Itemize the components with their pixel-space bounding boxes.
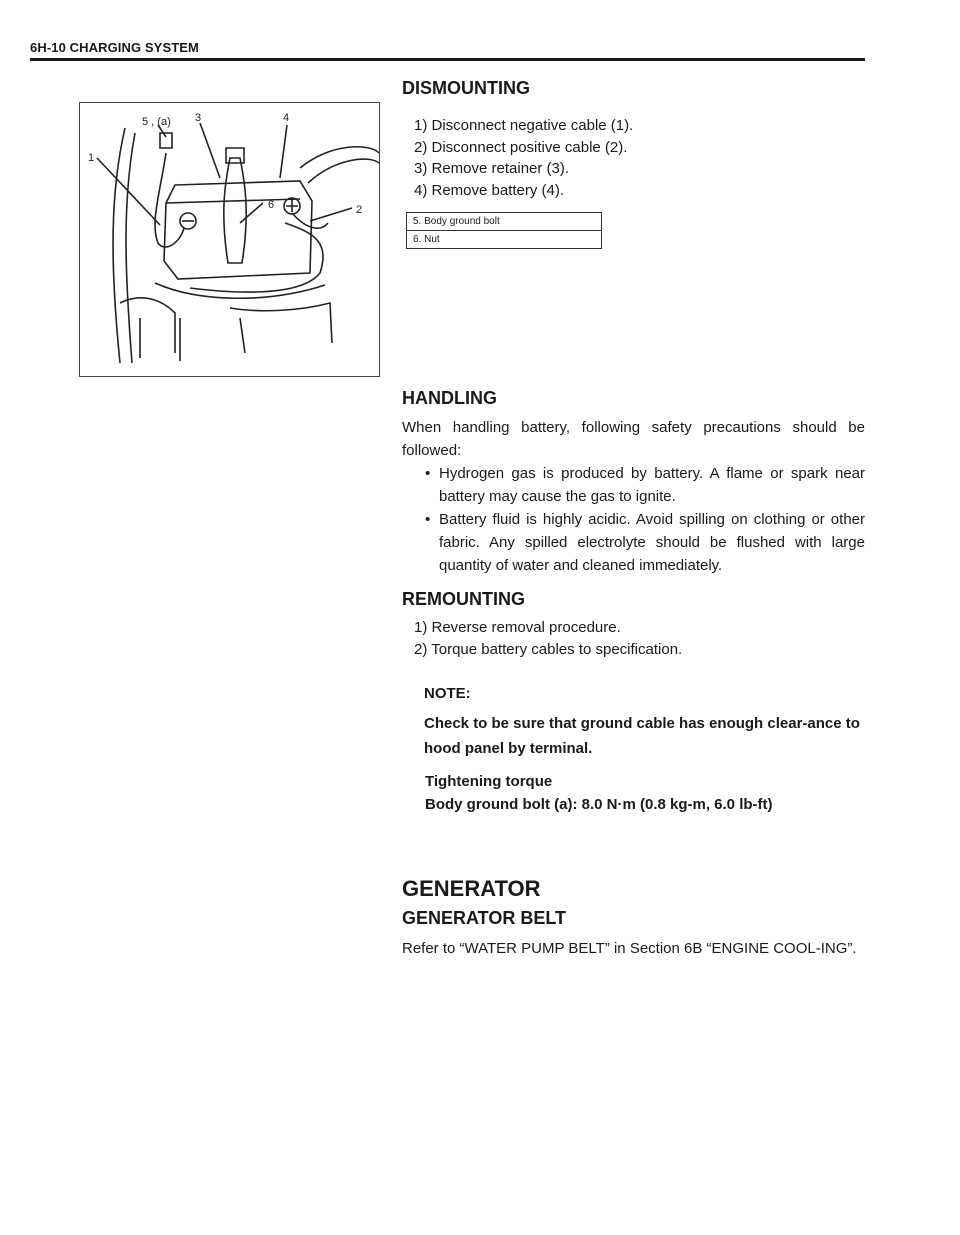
generator-heading: GENERATOR [402, 876, 541, 901]
legend-table [406, 212, 602, 249]
dismounting-step: 2) Disconnect positive cable (2). [414, 138, 628, 156]
bullet-icon: • [425, 511, 431, 528]
handling-intro: When handling battery, following safety precautions should be followed: [402, 419, 865, 459]
generator-belt-heading: GENERATOR BELT [402, 908, 567, 928]
legend-cell: 6. Nut [407, 231, 602, 249]
handling-heading: HANDLING [402, 388, 497, 408]
note-box [424, 682, 864, 761]
bullet-item [425, 462, 865, 508]
header-rule [30, 58, 865, 61]
callout-3: 3 [195, 112, 202, 124]
dismounting-step: 1) Disconnect negative cable (1). [414, 117, 634, 134]
torque-spec [425, 770, 773, 816]
bullet-icon: • [425, 465, 431, 482]
note-text: Check to be sure that ground cable has enough clear-ance to hood panel by terminal. [424, 715, 860, 757]
dismounting-steps [414, 115, 633, 201]
battery-drawing [80, 103, 379, 376]
battery-illustration [79, 102, 380, 377]
legend-row [407, 213, 602, 231]
dismounting-step: 3) Remove retainer (3). [414, 160, 570, 177]
bullet-item [425, 508, 865, 577]
dismounting-step: 4) Remove battery (4). [414, 181, 565, 199]
torque-value: Body ground bolt (a): 8.0 N·m (0.8 kg-m, 6.0 lb-ft) [425, 796, 773, 813]
bullet-text: Hydrogen gas is produced by battery. A flame or spark near battery may cause the gas to ignite. [439, 465, 865, 505]
remounting-step: 1) Reverse removal procedure. [414, 619, 621, 636]
remounting-steps [414, 617, 682, 660]
generator-belt-text: Refer to “WATER PUMP BELT” in Section 6B “ENGINE COOL-ING”. [402, 940, 857, 957]
bullet-text: Battery fluid is highly acidic. Avoid spilling on clothing or other fabric. Any spilled electrolyte should be flushed with large quantity of water and cleaned immediately. [439, 511, 865, 574]
callout-1: 1 [88, 152, 95, 164]
dismounting-heading: DISMOUNTING [402, 78, 530, 98]
handling-bullets [425, 462, 865, 577]
callout-5: 5 , (a) [142, 116, 171, 128]
callout-4: 4 [283, 112, 290, 124]
remounting-step: 2) Torque battery cables to specification. [414, 640, 683, 658]
note-title: NOTE: [424, 685, 471, 702]
page-header: 6H-10 CHARGING SYSTEM [30, 40, 199, 55]
legend-cell: 5. Body ground bolt [407, 213, 602, 231]
callout-6: 6 [268, 199, 275, 211]
legend-row [407, 231, 602, 249]
callout-2: 2 [356, 204, 363, 216]
remounting-heading: REMOUNTING [402, 589, 525, 609]
torque-title: Tightening torque [425, 773, 553, 790]
